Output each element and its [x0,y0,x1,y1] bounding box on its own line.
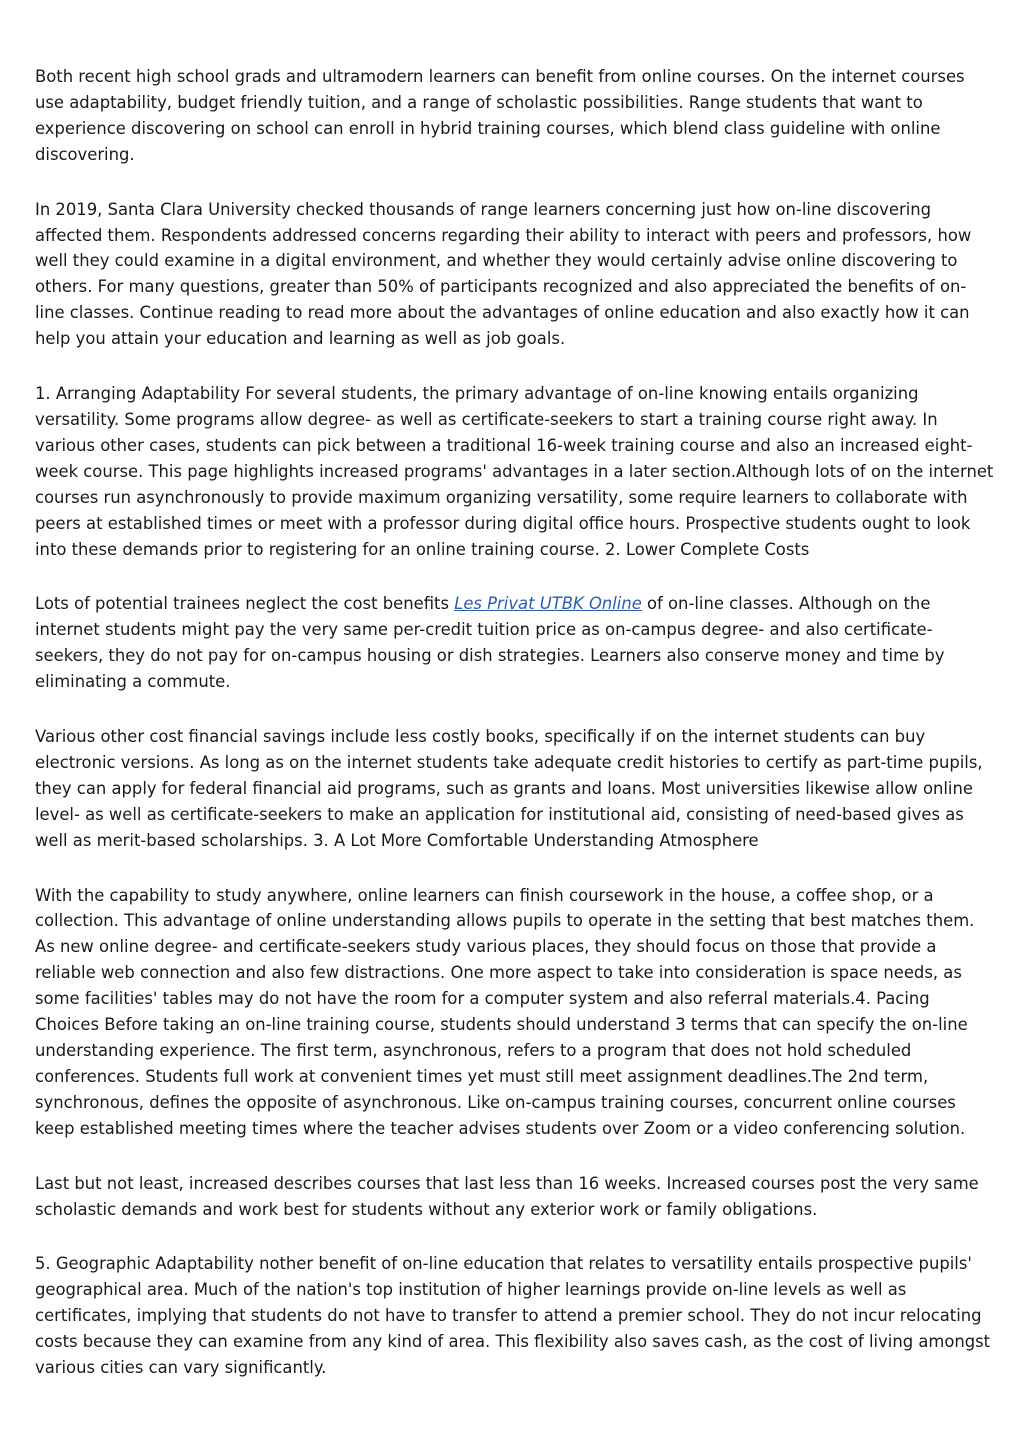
paragraph-lower-costs-text-end: of on-line classes. Although on the internet students might pay the very same per-credit tuition price as on-campus degree- and also certificate-seekers, they do not pay for on-campus housing or dish strategies. Learners also conserve money and time by eliminating a commute. [35,594,945,692]
paragraph-lower-costs [35,591,995,695]
paragraph-cost-savings: Various other cost financial savings include less costly books, specifically if on the internet students can buy electronic versions. As long as on the internet students take adequate credit histories to certify as part-time pupils, they can apply for federal financial aid programs, such as grants and loans. Most universities likewise allow online level- as well as certificate-seekers to make an application for institutional aid, consisting of need-based gives as well as merit-based scholarships. 3. A Lot More Comfortable Understanding Atmosphere [35,727,983,850]
paragraph-lower-costs-text-start: Lots of potential trainees neglect the cost benefits [35,594,455,614]
paragraph-learning-environment: With the capability to study anywhere, online learners can finish coursework in the house, a coffee shop, or a collection. This advantage of online understanding allows pupils to operate in the setting that best matches them. As new online degree- and certificate-seekers study various places, they should focus on those that provide a reliable web connection and also few distractions. One more aspect to take into consideration is space needs, as some facilities' tables may do not have the room for a computer system and also referral materials.4. Pacing Choices Before taking an on-line training course, students should understand 3 terms that can specify the on-line understanding experience. The first term, asynchronous, refers to a program that does not hold scheduled conferences. Students full work at convenient times yet must still meet assignment deadlines.The 2nd term, synchronous, defines the opposite of asynchronous. Like on-campus training courses, concurrent online courses keep established meeting times where the teacher advises students over Zoom or a video conferencing solution. [35,885,975,1138]
paragraph-santa-clara-study: In 2019, Santa Clara University checked thousands of range learners concerning just how on-line discovering affected them. Respondents addressed concerns regarding their ability to interact with peers and professors, how well they could examine in a digital environment, and whether they would certainly advise online discovering to others. For many questions, greater than 50% of participants recognized and also appreciated the benefits of on-line classes. Continue reading to read more about the advantages of online education and also exactly how it can help you attain your education and learning as well as job goals. [35,199,972,349]
paragraph-scheduling-flexibility: 1. Arranging Adaptability For several students, the primary advantage of on-line knowing entails organizing versatility. Some programs allow degree- as well as certificate-seekers to start a training course right away. In various other cases, students can pick between a traditional 16-week training course and also an increased eight-week course. This page highlights increased programs' advantages in a later section.Although lots of on the internet courses run asynchronously to provide maximum organizing versatility, some require learners to collaborate with peers at established times or meet with a professor during digital office hours. Prospective students ought to look into these demands prior to registering for an online training course. 2. Lower Complete Costs [35,384,994,559]
les-privat-utbk-online-link[interactable]: Les Privat UTBK Online [454,594,642,614]
paragraph-intro: Both recent high school grads and ultramodern learners can benefit from online courses. On the internet courses use adaptability, budget friendly tuition, and a range of scholastic possibilities. Range students that want to experience discovering on school can enroll in hybrid training courses, which blend class guideline with online discovering. [35,67,965,164]
paragraph-accelerated-courses: Last but not least, increased describes courses that last less than 16 weeks. Increased courses post the very same scholastic demands and work best for students without any exterior work or family obligations. [35,1173,979,1219]
document-body [35,64,995,1410]
paragraph-geographic-flexibility: 5. Geographic Adaptability nother benefit of on-line education that relates to versatility entails prospective pupils' geographical area. Much of the nation's top institution of higher learnings provide on-line levels as well as certificates, implying that students do not have to transfer to attend a premier school. They do not incur relocating costs because they can examine from any kind of area. This flexibility also saves cash, as the cost of living amongst various cities can vary significantly. [35,1254,991,1378]
